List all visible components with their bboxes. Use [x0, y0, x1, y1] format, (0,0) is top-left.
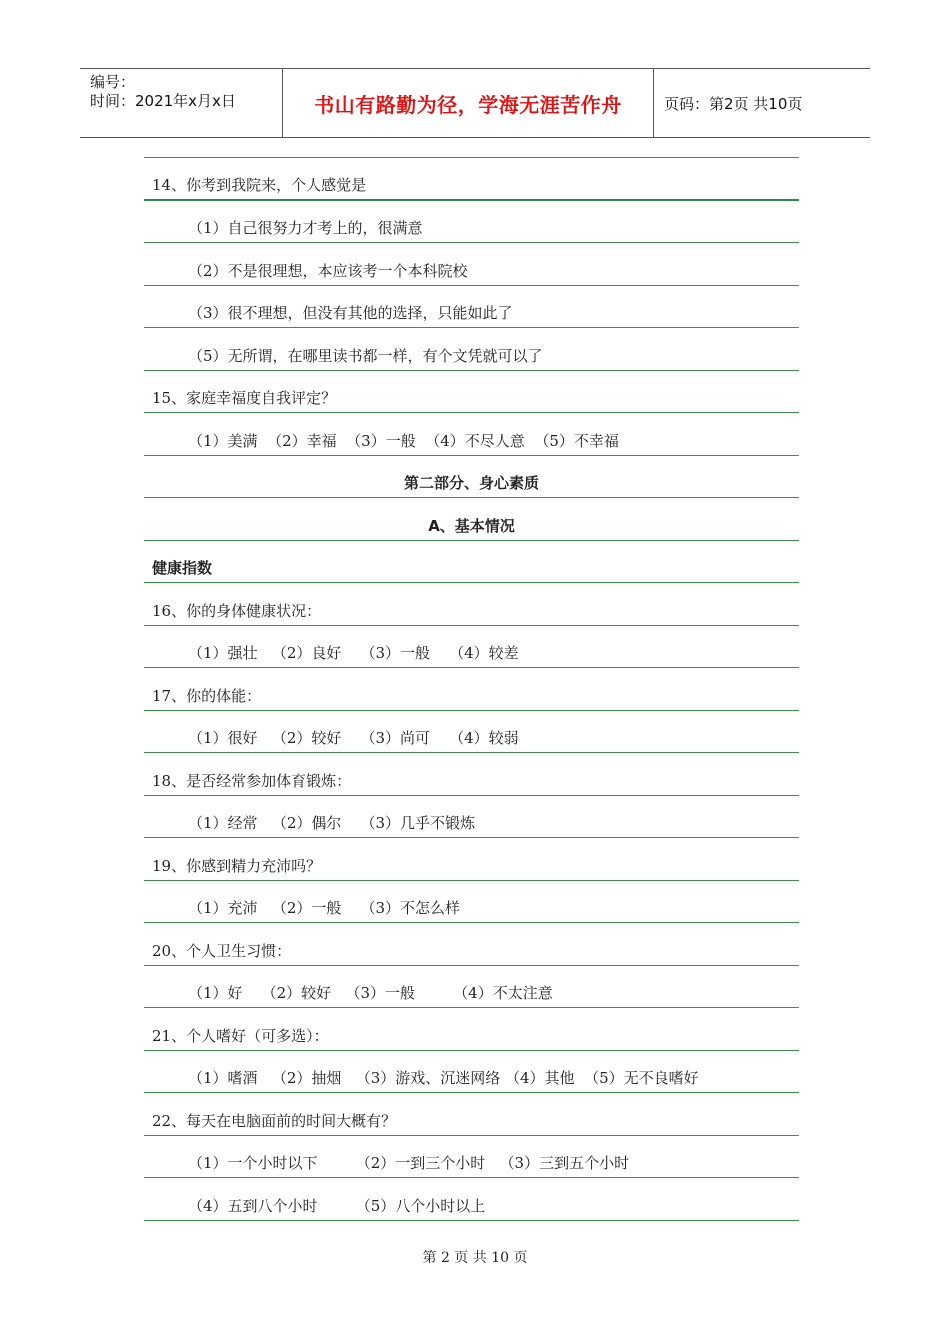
question-row: 21、个人嗜好（可多选）：: [144, 1008, 799, 1051]
section-heading: 第二部分、身心素质: [144, 456, 799, 499]
page-header: [80, 68, 870, 138]
options-row: （4）五到八个小时 （5）八个小时以上: [144, 1178, 799, 1221]
page-footer: 第 2 页 共 10 页: [422, 1250, 528, 1266]
subsection-heading: 健康指数: [144, 541, 799, 584]
questionnaire-body: [144, 157, 799, 1221]
options-row: （1）好 （2）较好 （3）一般 （4）不太注意: [144, 966, 799, 1009]
number-label: 编号：: [90, 73, 136, 91]
section-heading: A、基本情况: [144, 498, 799, 541]
options-row: （1）一个小时以下 （2）一到三个小时 （3）三到五个小时: [144, 1136, 799, 1179]
question-row: 20、个人卫生习惯：: [144, 923, 799, 966]
header-page-label: 页码：第2页 共10页: [664, 94, 803, 113]
question-row: 19、你感到精力充沛吗？: [144, 838, 799, 881]
question-row: 14、你考到我院来，个人感觉是: [144, 158, 799, 201]
options-row: （1）很好 （2）较好 （3）尚可 （4）较弱: [144, 711, 799, 754]
time-label: 时间：2021年x月x日: [90, 92, 236, 110]
options-row: （1）自己很努力才考上的，很满意: [144, 201, 799, 244]
question-row: 17、你的体能：: [144, 668, 799, 711]
options-row: （5）无所谓，在哪里读书都一样，有个文凭就可以了: [144, 328, 799, 371]
header-meta: [80, 69, 282, 137]
options-row: （3）很不理想，但没有其他的选择，只能如此了: [144, 286, 799, 329]
header-motto: 书山有路勤为径，学海无涯苦作舟: [282, 69, 654, 137]
options-row: （1）充沛 （2）一般 （3）不怎么样: [144, 881, 799, 924]
options-row: （1）嗜酒 （2）抽烟 （3）游戏、沉迷网络 （4）其他 （5）无不良嗜好: [144, 1051, 799, 1094]
options-row: （1）美满 （2）幸福 （3）一般 （4）不尽人意 （5）不幸福: [144, 413, 799, 456]
options-row: （2）不是很理想，本应该考一个本科院校: [144, 243, 799, 286]
question-row: 18、是否经常参加体育锻炼：: [144, 753, 799, 796]
options-row: （1）经常 （2）偶尔 （3）几乎不锻炼: [144, 796, 799, 839]
options-row: （1）强壮 （2）良好 （3）一般 （4）较差: [144, 626, 799, 669]
question-row: 22、每天在电脑面前的时间大概有？: [144, 1093, 799, 1136]
question-row: 15、家庭幸福度自我评定？: [144, 371, 799, 414]
question-row: 16、你的身体健康状况：: [144, 583, 799, 626]
